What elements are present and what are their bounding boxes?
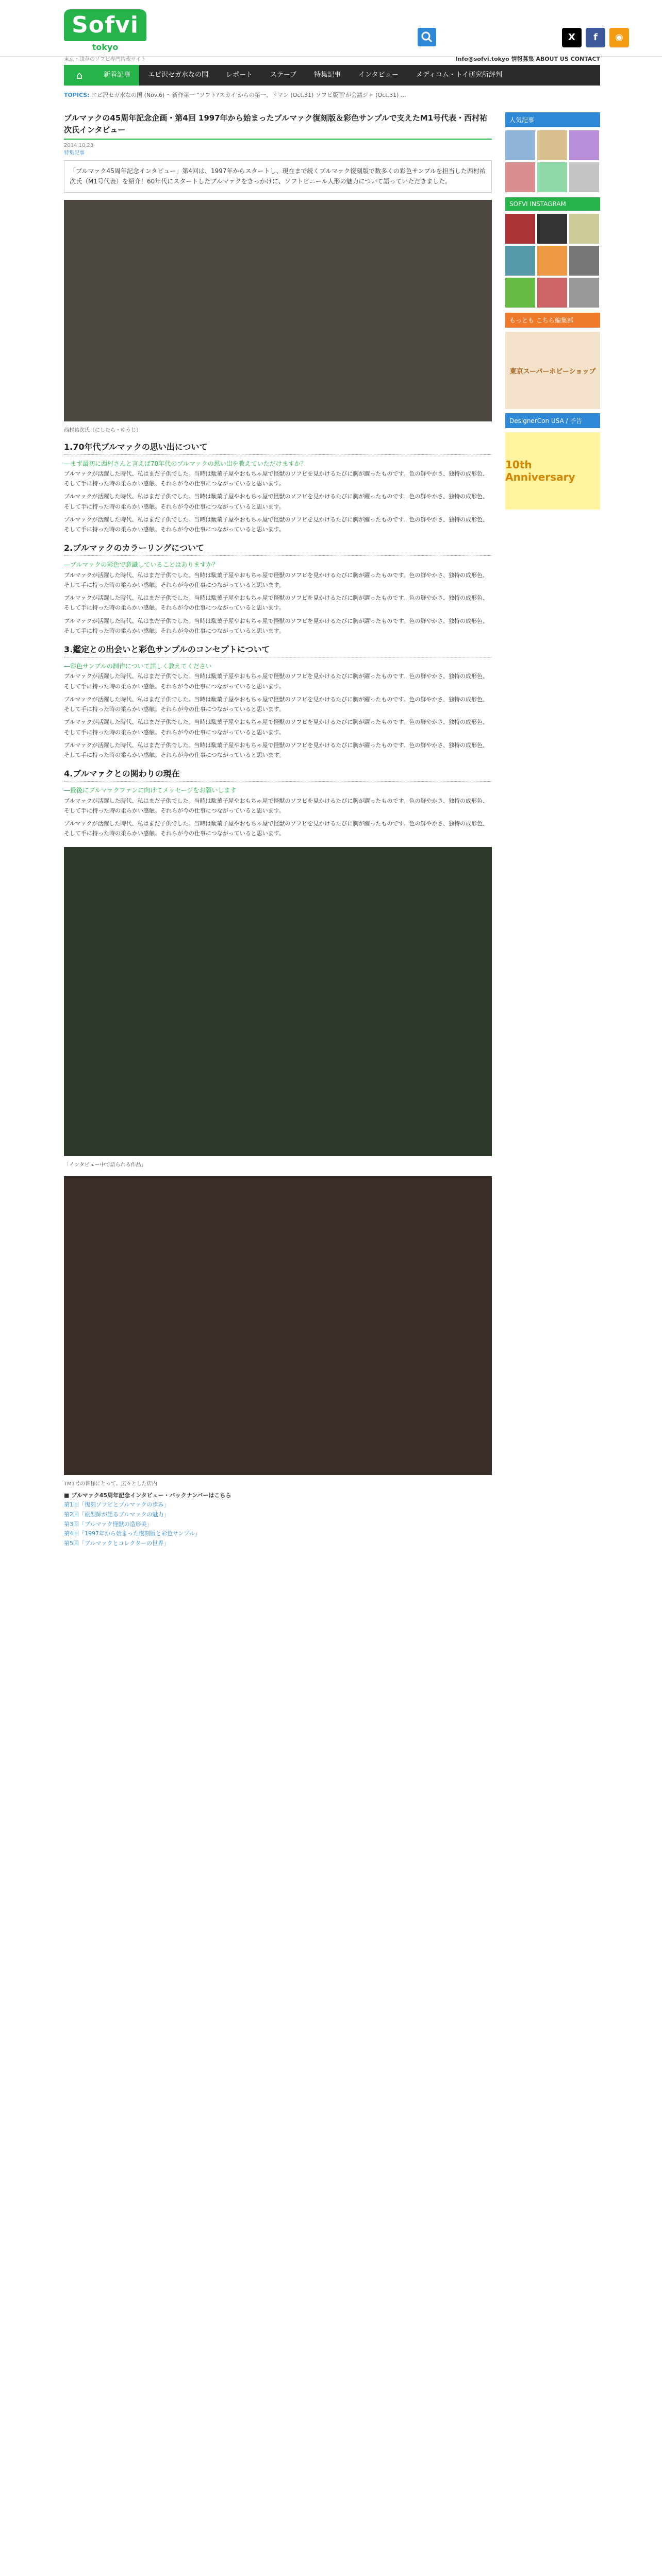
popular-grid xyxy=(505,130,600,192)
nav-link-info[interactable]: 情報募集 xyxy=(511,56,534,62)
rss-icon[interactable]: ◉ xyxy=(609,28,629,47)
nav-item-new[interactable]: 新着記事 xyxy=(95,65,139,86)
social-links xyxy=(562,28,629,47)
section-4-heading: 4.ブルマァクとの関わりの現在 xyxy=(64,767,492,782)
answer-2b: ブルマァクが活躍した時代、私はまだ子供でした。当時は駄菓子屋やおもちゃ屋で怪獣のソフビを見かけるたびに胸が躍ったものです。色の鮮やかさ、独特の成形色、そして手に持った時の柔らかい感触。それらが今の仕事につながっていると思います。 xyxy=(64,595,489,612)
instagram-grid xyxy=(505,214,600,308)
main-nav xyxy=(64,65,600,86)
photo-3-caption: TM1号の皆様にとって、広々とした店内 xyxy=(64,1481,157,1487)
insta-thumb[interactable] xyxy=(537,278,567,308)
section-2-heading: 2.ブルマァクのカラーリングについて xyxy=(64,541,492,556)
article-title: ブルマァクの45周年記念企画・第4回 1997年から始まったブルマァク復刻版＆彩色サンプルで支えたM1号代表・西村祐次氏インタビュー xyxy=(64,112,492,140)
sidebar-heading-popular: 人気記事 xyxy=(505,112,600,127)
article-date: 2014.10.23 xyxy=(64,143,94,148)
answer-1c: ブルマァクが活躍した時代、私はまだ子供でした。当時は駄菓子屋やおもちゃ屋で怪獣のソフビを見かけるたびに胸が躍ったものです。色の鮮やかさ、独特の成形色、そして手に持った時の柔らかい感触。それらが今の仕事につながっていると思います。 xyxy=(64,516,489,533)
interview-photo-1 xyxy=(64,200,492,421)
site-logo[interactable] xyxy=(64,9,146,54)
nav-item-staff[interactable]: ステーブ xyxy=(270,71,297,79)
answer-4b: ブルマァクが活躍した時代、私はまだ子供でした。当時は駄菓子屋やおもちゃ屋で怪獣のソフビを見かけるたびに胸が躍ったものです。色の鮮やかさ、独特の成形色、そして手に持った時の柔らかい感触。それらが今の仕事につながっていると思います。 xyxy=(64,820,489,837)
question-4: ―最後にブルマァクファンに向けてメッセージをお願いします xyxy=(64,787,237,794)
article xyxy=(64,112,492,1549)
answer-4: ブルマァクが活躍した時代、私はまだ子供でした。当時は駄菓子屋やおもちゃ屋で怪獣のソフビを見かけるたびに胸が躍ったものです。色の鮮やかさ、独特の成形色、そして手に持った時の柔らかい感触。それらが今の仕事につながっていると思います。 xyxy=(64,797,489,814)
search-icon xyxy=(418,28,436,46)
popular-thumb[interactable] xyxy=(537,162,567,192)
insta-thumb[interactable] xyxy=(537,214,567,244)
insta-thumb[interactable] xyxy=(505,278,535,308)
email-link[interactable]: Info@sofvi.tokyo xyxy=(455,56,509,62)
question-2: ―ブルマァクの彩色で意識していることはありますか？ xyxy=(64,561,219,569)
topics-label: TOPICS: xyxy=(64,92,90,98)
answer-3: ブルマァクが活躍した時代、私はまだ子供でした。当時は駄菓子屋やおもちゃ屋で怪獣のソフビを見かけるたびに胸が躍ったものです。色の鮮やかさ、独特の成形色、そして手に持った時の柔らかい感触。それらが今の仕事につながっていると思います。 xyxy=(64,673,489,690)
answer-1: ブルマァクが活躍した時代、私はまだ子供でした。当時は駄菓子屋やおもちゃ屋で怪獣のソフビを見かけるたびに胸が躍ったものです。色の鮮やかさ、独特の成形色、そして手に持った時の柔らかい感触。それらが今の仕事につながっていると思います。 xyxy=(64,470,489,487)
nav-link-about[interactable]: ABOUT US xyxy=(536,56,569,62)
sidebar-ad-1[interactable]: 東京スーパーホビーショップ xyxy=(505,332,600,409)
search-button[interactable] xyxy=(418,28,436,46)
sidebar-heading-designercon: DesignerCon USA / 予告 xyxy=(505,413,600,428)
popular-thumb[interactable] xyxy=(505,162,535,192)
interview-photo-2 xyxy=(64,847,492,1156)
answer-3d: ブルマァクが活躍した時代、私はまだ子供でした。当時は駄菓子屋やおもちゃ屋で怪獣のソフビを見かけるたびに胸が躍ったものです。色の鮮やかさ、独特の成形色、そして手に持った時の柔らかい感触。それらが今の仕事につながっていると思います。 xyxy=(64,741,489,759)
question-1: ―まず最初に西村さんと言えば70年代のブルマァクの思い出を教えていただけますか？ xyxy=(64,460,307,467)
photo-1-caption: 西村祐次氏（にしむら・ゆうじ） xyxy=(64,427,141,433)
related-link-4[interactable]: 第4回「1997年から始まった復刻版と彩色サンプル」 xyxy=(64,1530,201,1537)
popular-thumb[interactable] xyxy=(537,130,567,160)
x-icon[interactable]: X xyxy=(562,28,582,47)
nav-item-ep[interactable]: エピ沢セガ水なの国 xyxy=(148,71,209,79)
home-icon[interactable]: ⌂ xyxy=(64,65,95,86)
insta-thumb[interactable] xyxy=(505,246,535,276)
answer-3b: ブルマァクが活躍した時代、私はまだ子供でした。当時は駄菓子屋やおもちゃ屋で怪獣のソフビを見かけるたびに胸が躍ったものです。色の鮮やかさ、独特の成形色、そして手に持った時の柔らかい感触。それらが今の仕事につながっていると思います。 xyxy=(64,696,489,713)
question-3: ―彩色サンプルの制作について詳しく教えてください xyxy=(64,663,212,670)
sidebar-heading-instagram: SOFVI INSTAGRAM xyxy=(505,197,600,211)
insta-thumb[interactable] xyxy=(569,246,599,276)
answer-2c: ブルマァクが活躍した時代、私はまだ子供でした。当時は駄菓子屋やおもちゃ屋で怪獣のソフビを見かけるたびに胸が躍ったものです。色の鮮やかさ、独特の成形色、そして手に持った時の柔らかい感触。それらが今の仕事につながっていると思います。 xyxy=(64,617,489,634)
popular-thumb[interactable] xyxy=(505,130,535,160)
popular-thumb[interactable] xyxy=(569,130,599,160)
related-link-1[interactable]: 第1回「復刻ソフビとブルマァクの歩み」 xyxy=(64,1501,170,1509)
logo-wordmark: Sofvi xyxy=(64,9,146,41)
insta-thumb[interactable] xyxy=(569,278,599,308)
insta-thumb[interactable] xyxy=(537,246,567,276)
site-tagline: 東京・浅草のソフビ専門情報サイト xyxy=(64,57,146,62)
insta-thumb[interactable] xyxy=(505,214,535,244)
site-meta xyxy=(64,55,600,65)
photo-2-caption: 「インタビュー中で語られる作品」 xyxy=(64,1162,146,1168)
nav-link-contact[interactable]: CONTACT xyxy=(570,56,600,62)
logo-sub: tokyo xyxy=(92,42,119,52)
interview-photo-3 xyxy=(64,1176,492,1475)
nav-item-interview[interactable]: インタビュー xyxy=(358,71,399,79)
popular-thumb[interactable] xyxy=(569,162,599,192)
related-heading: ■ ブルマァク45周年記念インタビュー・バックナンバーはこちら xyxy=(64,1492,231,1499)
facebook-icon[interactable]: f xyxy=(586,28,605,47)
nav-item-report[interactable]: レポート xyxy=(226,71,253,79)
section-3-heading: 3.鑑定との出会いと彩色サンプルのコンセプトについて xyxy=(64,643,492,657)
topics-bar xyxy=(64,91,600,99)
answer-1b: ブルマァクが活躍した時代、私はまだ子供でした。当時は駄菓子屋やおもちゃ屋で怪獣のソフビを見かけるたびに胸が躍ったものです。色の鮮やかさ、独特の成形色、そして手に持った時の柔らかい感触。それらが今の仕事につながっていると思います。 xyxy=(64,493,489,510)
related-link-3[interactable]: 第3回「ブルマァク怪獣の造形美」 xyxy=(64,1520,153,1528)
answer-3c: ブルマァクが活躍した時代、私はまだ子供でした。当時は駄菓子屋やおもちゃ屋で怪獣のソフビを見かけるたびに胸が躍ったものです。色の鮮やかさ、独特の成形色、そして手に持った時の柔らかい感触。それらが今の仕事につながっていると思います。 xyxy=(64,719,489,736)
sidebar-heading-editorial: もっとも こちら編集部 xyxy=(505,313,600,328)
related-link-5[interactable]: 第5回「ブルマァクとコレクターの世界」 xyxy=(64,1539,170,1547)
sidebar xyxy=(505,112,600,514)
related-link-2[interactable]: 第2回「原型師が語るブルマァクの魅力」 xyxy=(64,1511,170,1518)
topics-text[interactable]: エピ沢セガ水なの国 (Nov.6) ～新作第一 "ソフト?スカイ'からの第一、ドマン (Oct.31) ソフビ版画'が会議ジャ (Oct.31) … xyxy=(91,92,406,98)
insta-thumb[interactable] xyxy=(569,214,599,244)
related-articles xyxy=(64,1491,492,1549)
nav-item-feature[interactable]: 特集記事 xyxy=(314,71,341,79)
answer-2: ブルマァクが活躍した時代、私はまだ子供でした。当時は駄菓子屋やおもちゃ屋で怪獣のソフビを見かけるたびに胸が躍ったものです。色の鮮やかさ、独特の成形色、そして手に持った時の柔らかい感触。それらが今の仕事につながっていると思います。 xyxy=(64,571,489,588)
sidebar-ad-2[interactable]: 10th Anniversary xyxy=(505,432,600,510)
article-category[interactable]: 特集記事 xyxy=(64,150,85,156)
site-header xyxy=(0,0,662,57)
article-lead: 「ブルマァク45周年記念インタビュー」第4回は、1997年からスタートし、現在まで続くブルマァク復刻版で数多くの彩色サンプルを担当した西村祐次氏（M1号代表）を紹介！60年代にスタートしたブルマァクをきっかけに、ソフトビニール人形の魅力について語っていただきました。 xyxy=(64,160,492,193)
section-1-heading: 1.70年代ブルマァクの思い出について xyxy=(64,440,492,455)
nav-item-medicom[interactable]: メディコム・トイ研究所評判 xyxy=(416,71,502,79)
